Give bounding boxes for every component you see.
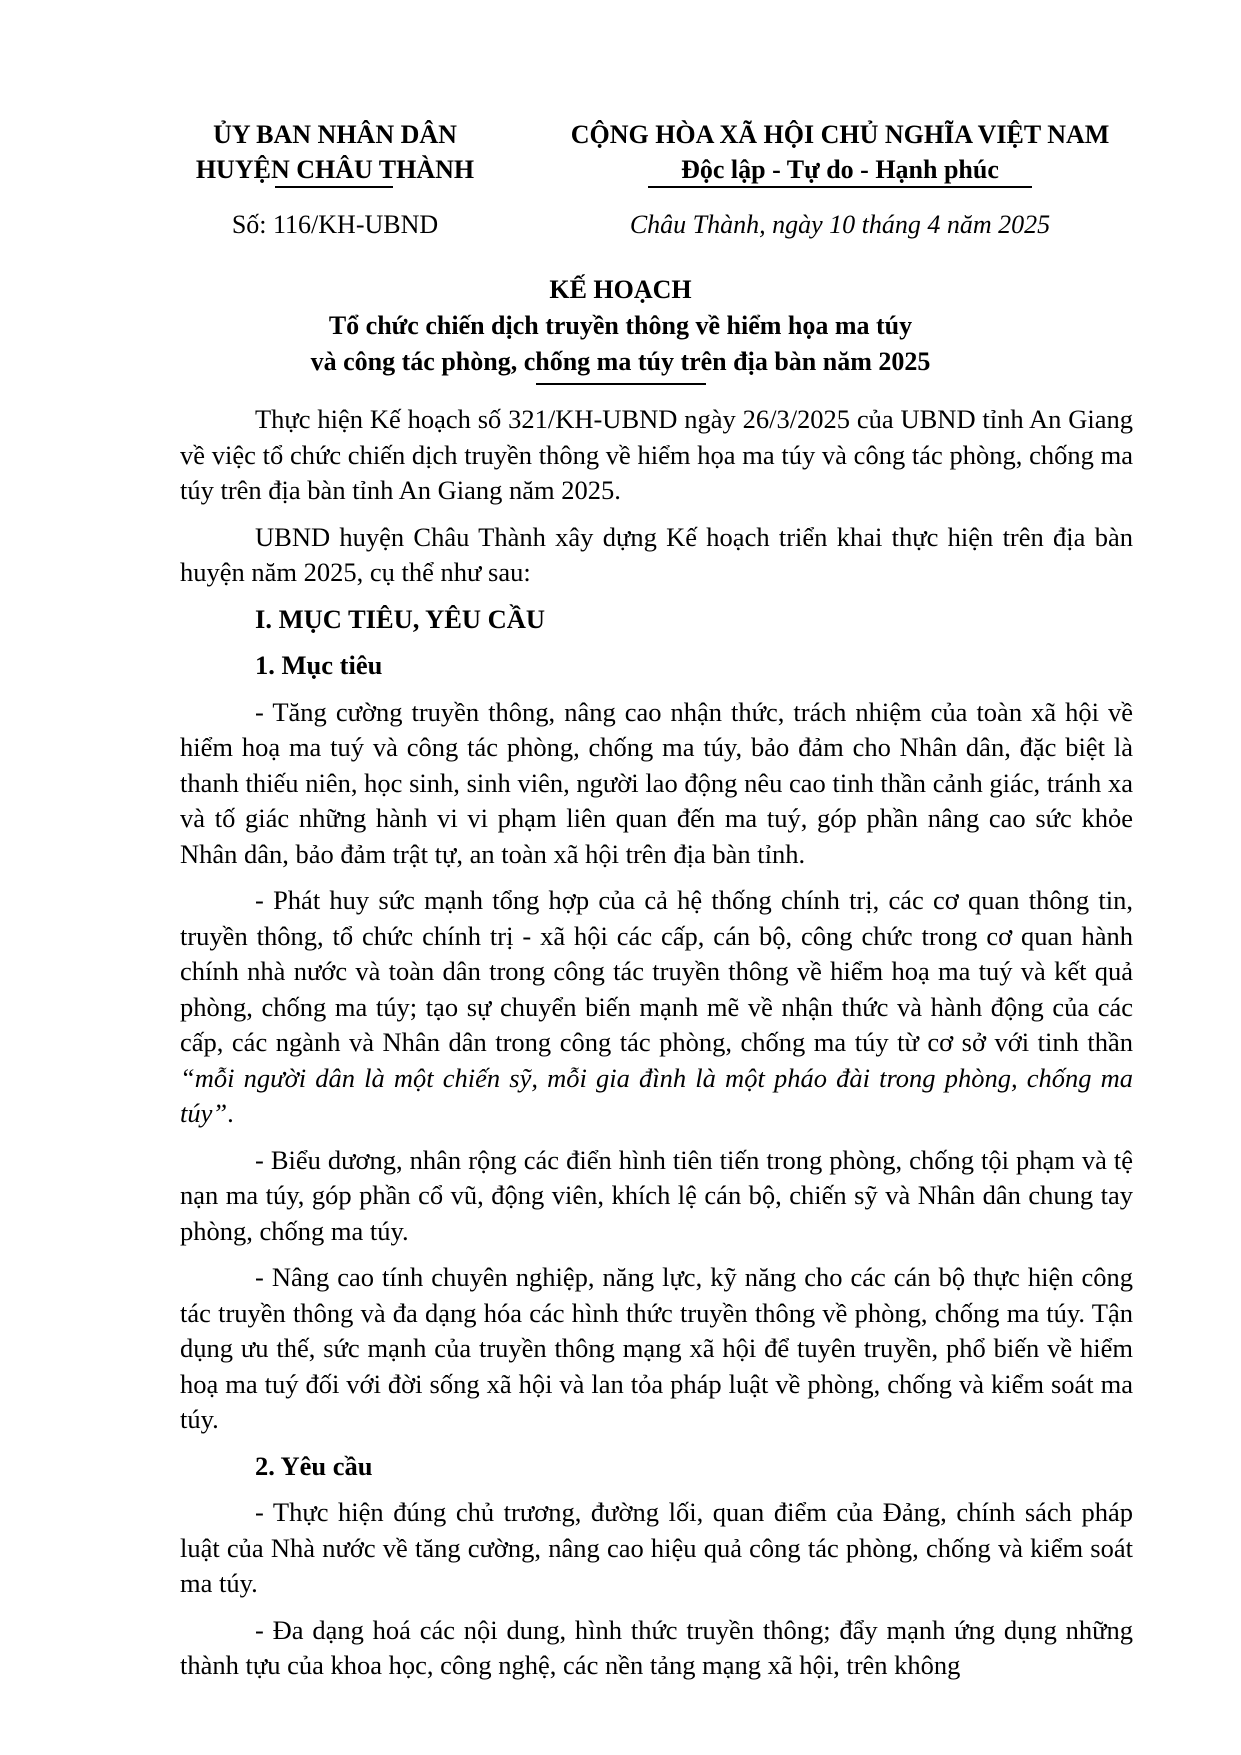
- intro-paragraph-2: UBND huyện Châu Thành xây dựng Kế hoạch triển khai thực hiện trên địa bàn huyện năm 2025, cụ thể như sau:: [180, 521, 1133, 587]
- objective-paragraph-4: - Nâng cao tính chuyên nghiệp, năng lực, kỹ năng cho các cán bộ thực hiện công tác truyền thông và đa dạng hóa các hình thức truyền thông về phòng, chống ma túy. Tận dụng ưu thế, sức mạnh của truyền thông mạng xã hội để tuyên truyền, phổ biến về hiểm hoạ ma tuý đối với đời sống xã hội và lan tỏa pháp luật về phòng, chống và kiểm soát ma túy.: [180, 1262, 1133, 1434]
- document-number: Số: 116/KH-UBND: [231, 210, 439, 239]
- issuer-line-1: ỦY BAN NHÂN DÂN: [213, 120, 457, 149]
- issuer-line-2: HUYỆN CHÂU THÀNH: [195, 155, 475, 184]
- subsection-heading-requirements: 2. Yêu cầu: [255, 1450, 373, 1481]
- document-title: [0, 272, 1241, 380]
- title-subject-2: và công tác phòng, chống ma túy trên địa bàn năm 2025: [310, 347, 931, 376]
- requirement-paragraph-2: - Đa dạng hoá các nội dung, hình thức truyền thông; đẩy mạnh ứng dụng những thành tựu của khoa học, công nghệ, các nền tảng mạng xã hội, trên không: [180, 1614, 1133, 1680]
- objective-paragraph-2: [180, 883, 1133, 1132]
- document-body: [180, 402, 1133, 1695]
- objective-2-quote: “mỗi người dân là một chiến sỹ, mỗi gia đình là một pháo đài trong phòng, chống ma túy”: [180, 1062, 1133, 1128]
- title-subject-1: Tổ chức chiến dịch truyền thông về hiểm họa ma túy: [328, 311, 913, 340]
- title-type: KẾ HOẠCH: [549, 275, 692, 304]
- objective-paragraph-1: - Tăng cường truyền thông, nâng cao nhận thức, trách nhiệm của toàn xã hội về hiểm hoạ ma tuý và công tác phòng, chống ma túy, bảo đảm cho Nhân dân, đặc biệt là thanh thiếu niên, học sinh, sinh viên, người lao động nêu cao tinh thần cảnh giác, tránh xa và tố giác những hành vi vi phạm liên quan đến ma tuý, góp phần nâng cao sức khỏe Nhân dân, bảo đảm trật tự, an toàn xã hội trên địa bàn tỉnh.: [180, 696, 1133, 869]
- intro-paragraph-1: Thực hiện Kế hoạch số 321/KH-UBND ngày 26/3/2025 của UBND tỉnh An Giang về việc tổ chức chiến dịch truyền thông về hiểm họa ma túy và công tác phòng, chống ma túy trên địa bàn tỉnh An Giang năm 2025.: [180, 404, 1133, 505]
- objective-paragraph-3: - Biểu dương, nhân rộng các điển hình tiên tiến trong phòng, chống tội phạm và tệ nạn ma túy, góp phần cổ vũ, động viên, khích lệ cán bộ, chiến sỹ và Nhân dân chung tay phòng, chống ma túy.: [180, 1144, 1133, 1246]
- section-heading-1: I. MỤC TIÊU, YÊU CẦU: [255, 603, 546, 634]
- document-header: [0, 118, 1241, 258]
- country-name: CỘNG HÒA XÃ HỘI CHỦ NGHĨA VIỆT NAM: [570, 120, 1110, 149]
- motto-underline: [648, 186, 1032, 188]
- objective-2-end: .: [227, 1098, 234, 1128]
- objective-2-text: - Phát huy sức mạnh tổng hợp của cả hệ thống chính trị, các cơ quan thông tin, truyền thông, tổ chức chính trị - xã hội các cấp, cán bộ, công chức trong cơ quan hành chính nhà nước và toàn dân trong công tác truyền thông về hiểm hoạ ma tuý và kết quả phòng, chống ma túy; tạo sự chuyển biến mạnh mẽ về nhận thức và hành động của các cấp, các ngành và Nhân dân trong công tác phòng, chống ma túy từ cơ sở với tinh thần: [180, 885, 1133, 1057]
- place-date: Châu Thành, ngày 10 tháng 4 năm 2025: [629, 210, 1051, 239]
- issuer-underline: [275, 186, 393, 188]
- subsection-heading-objectives: 1. Mục tiêu: [255, 650, 383, 680]
- motto: Độc lập - Tự do - Hạnh phúc: [681, 155, 999, 184]
- title-underline: [536, 383, 706, 385]
- requirement-paragraph-1: - Thực hiện đúng chủ trương, đường lối, quan điểm của Đảng, chính sách pháp luật của Nhà nước về tăng cường, nâng cao hiệu quả công tác phòng, chống và kiểm soát ma túy.: [180, 1497, 1133, 1598]
